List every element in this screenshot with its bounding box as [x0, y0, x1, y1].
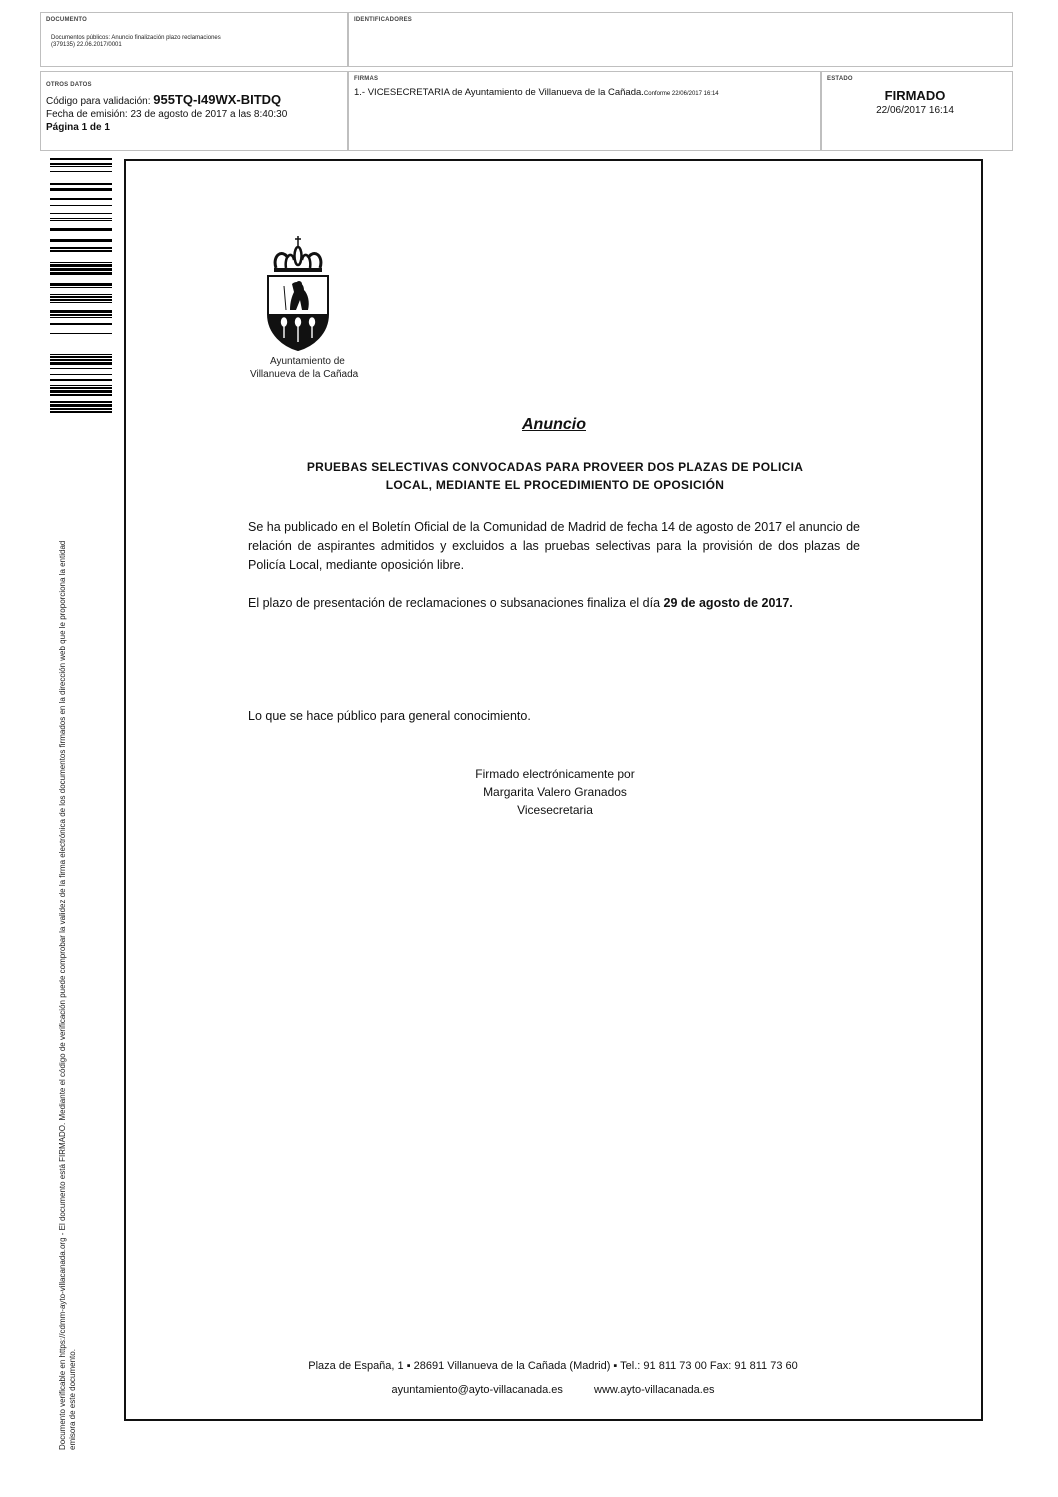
firmas-label: FIRMAS — [354, 76, 379, 82]
sign-line1: Firmado electrónicamente por — [475, 767, 635, 781]
estado-label: ESTADO — [827, 76, 853, 82]
logo-line1: Ayuntamiento de — [270, 356, 345, 367]
header-identificadores-box — [348, 12, 1013, 67]
header-estado-box — [821, 71, 1013, 151]
fecha-emision: Fecha de emisión: 23 de agosto de 2017 a las 8:40:30 — [46, 109, 288, 120]
subtitle-line1: PRUEBAS SELECTIVAS CONVOCADAS PARA PROVEER DOS PLAZAS DE POLICIA — [306, 460, 804, 474]
paragraph-publication: Se ha publicado en el Boletín Oficial de la Comunidad de Madrid de fecha 14 de agosto de 2017 el anuncio de relación de aspirantes admitidos y excluidos a las pruebas selectivas para la provisión de dos plazas de Policía Local, mediante oposición libre. — [248, 520, 860, 572]
firmas-text — [354, 87, 719, 100]
footer-email-link[interactable]: ayuntamiento@ayto-villacanada.es — [391, 1384, 563, 1396]
side-verification-text — [58, 440, 78, 1450]
footer-contact — [200, 1384, 906, 1396]
coat-of-arms-logo — [262, 234, 334, 352]
estado-value: FIRMADO — [884, 88, 946, 103]
codigo-validacion — [46, 94, 281, 108]
logo-caption — [250, 355, 370, 381]
otros-datos-label: OTROS DATOS — [46, 82, 92, 88]
logo-line2: Villanueva de la Cañada — [250, 369, 359, 380]
documento-label: DOCUMENTO — [46, 17, 88, 23]
footer-address: Plaza de España, 1 ▪ 28691 Villanueva de la Cañada (Madrid) ▪ Tel.: 91 811 73 00 Fax: 91 811 73 60 — [308, 1360, 798, 1372]
validation-barcode — [50, 158, 112, 414]
paragraph-closing: Lo que se hace público para general conocimiento. — [248, 709, 531, 723]
header-documento-box — [40, 12, 348, 67]
signature-block — [400, 765, 710, 819]
document-subtitle — [250, 458, 860, 494]
sign-name: Margarita Valero Granados — [483, 785, 627, 799]
firmas-signer: 1.- VICESECRETARIA de Ayuntamiento de Villanueva de la Cañada. — [354, 87, 644, 98]
pagina: Página 1 de 1 — [46, 122, 110, 133]
header-firmas-box — [348, 71, 821, 151]
document-title: Anuncio — [522, 416, 586, 433]
sign-role: Vicesecretaria — [517, 803, 593, 817]
paragraph-deadline — [248, 594, 860, 613]
documento-line1: Documentos públicos: Anuncio finalización plazo reclamaciones — [51, 35, 221, 41]
firmas-conforme: Conforme 22/06/2017 16:14 — [643, 91, 719, 97]
footer-web-link[interactable]: www.ayto-villacanada.es — [594, 1384, 715, 1396]
side-line2: emisora de este documento. — [68, 1349, 77, 1450]
header-otros-box — [40, 71, 348, 151]
side-line1: Documento verificable en https://cdmm-ayto-villacanada.org - El documento está FIRMADO. Mediante el código de verificación puede comprobar la validez de la firma electrónica de los documentos firmados en la dirección web que le proporciona la entidad — [58, 540, 67, 1450]
deadline-date: 29 de agosto de 2017. — [663, 596, 793, 610]
documento-line2: (379135) 22.06.2017/0001 — [51, 42, 122, 48]
estado-fecha: 22/06/2017 16:14 — [876, 105, 954, 116]
deadline-text: El plazo de presentación de reclamaciones o subsanaciones finaliza el día — [248, 596, 664, 610]
codigo-prefix: Código para validación: — [46, 96, 151, 107]
identificadores-label: IDENTIFICADORES — [354, 17, 413, 23]
codigo-value: 955TQ-I49WX-BITDQ — [153, 92, 282, 107]
subtitle-line2: LOCAL, MEDIANTE EL PROCEDIMIENTO DE OPOSICIÓN — [385, 478, 725, 492]
